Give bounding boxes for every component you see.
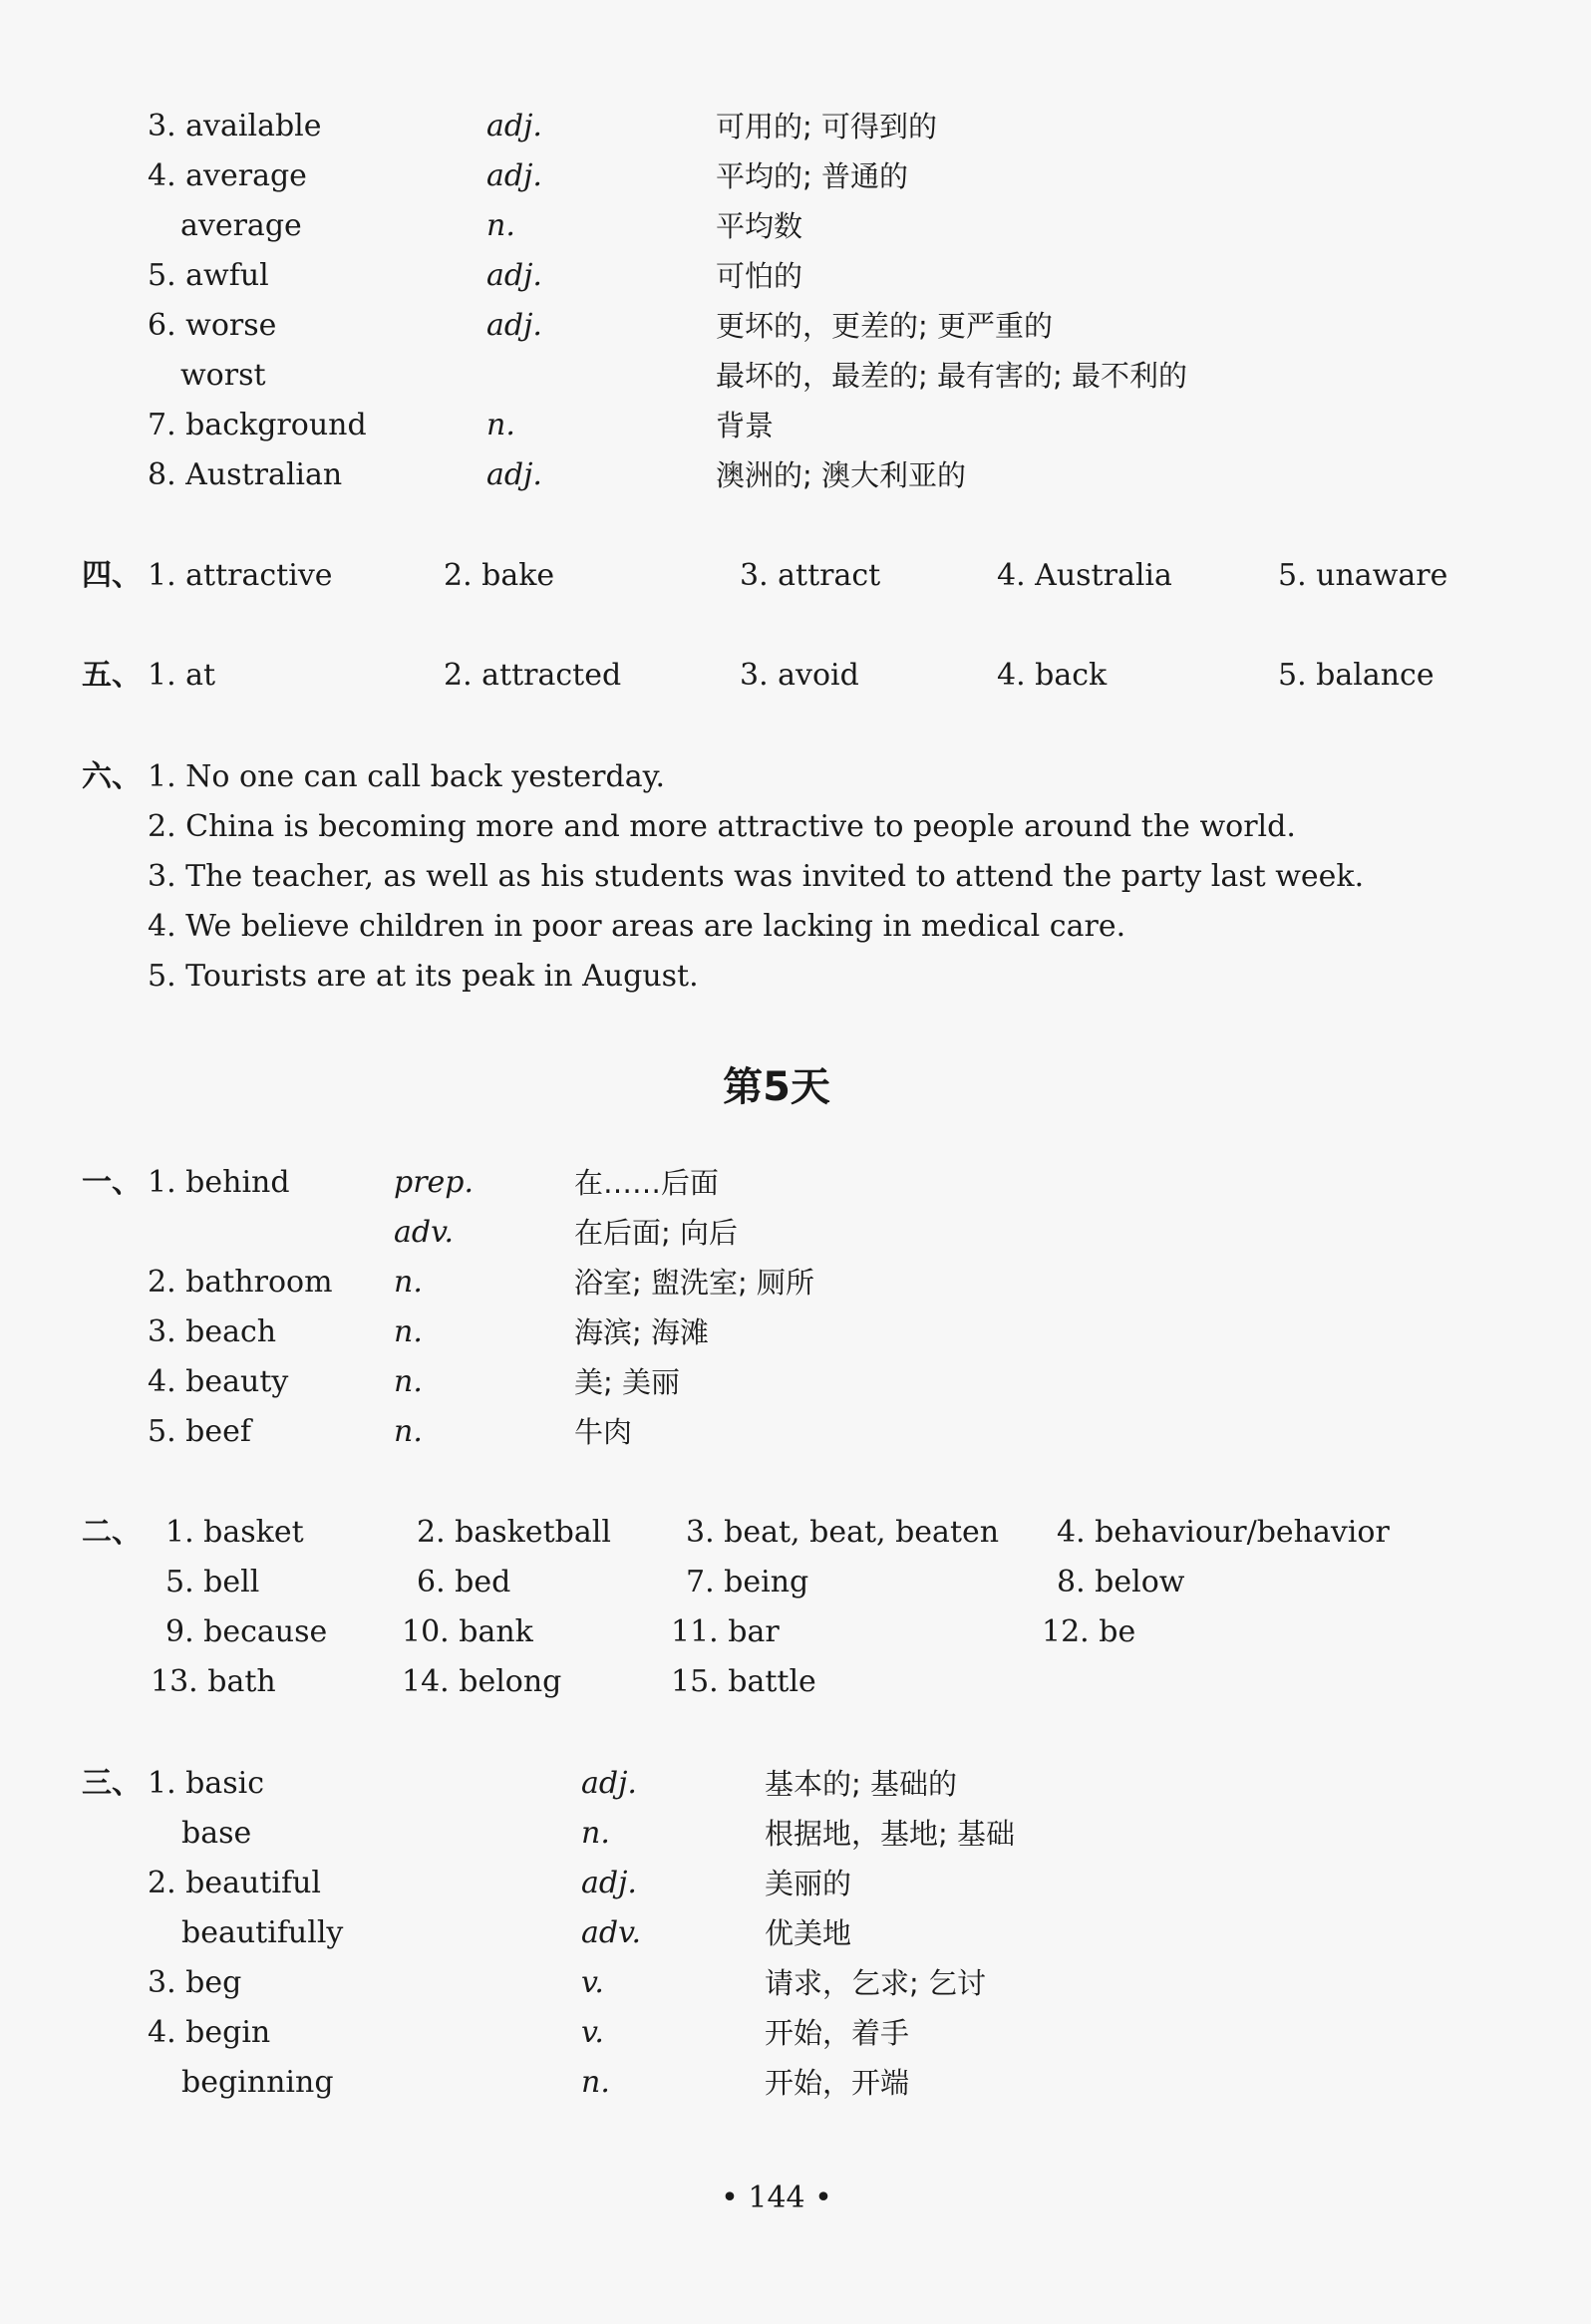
vocab-word: 2. bathroom <box>148 1265 333 1300</box>
answer-item: 3. attract <box>740 558 881 593</box>
vocab-word: 1. basic <box>148 1766 265 1801</box>
vocab-meaning: 开始，开端 <box>765 2066 910 2100</box>
answer-item: 5. bell <box>165 1565 260 1599</box>
vocab-pos: n. <box>394 1265 423 1300</box>
vocab-meaning: 平均数 <box>716 209 803 243</box>
answer-item: 8. below <box>1057 1565 1185 1599</box>
vocab-meaning: 在……后面 <box>574 1166 720 1200</box>
section-label: 一、 <box>82 1165 142 1200</box>
vocab-pos: n. <box>486 408 515 442</box>
vocab-pos: adj. <box>581 1766 637 1801</box>
answer-item: 1. at <box>148 658 216 693</box>
vocab-meaning: 可怕的 <box>716 259 803 293</box>
vocab-pos: adv. <box>394 1215 455 1250</box>
vocab-meaning: 海滨; 海滩 <box>574 1315 709 1349</box>
answer-item: 2. basketball <box>417 1515 611 1550</box>
vocab-pos: v. <box>581 1965 604 2000</box>
vocab-pos: n. <box>394 1314 423 1349</box>
vocab-word: 2. beautiful <box>148 1866 321 1900</box>
vocab-word: 3. available <box>148 109 322 144</box>
vocab-pos: adv. <box>581 1915 642 1950</box>
vocab-word: 4. beauty <box>148 1364 289 1399</box>
vocab-meaning: 优美地 <box>765 1916 852 1950</box>
vocab-pos: adj. <box>486 457 542 492</box>
answer-item: 5. balance <box>1278 658 1434 693</box>
sentence: 5. Tourists are at its peak in August. <box>148 959 699 994</box>
vocab-pos: adj. <box>486 109 542 144</box>
vocab-word: worst <box>180 358 266 393</box>
answer-item: 4. back <box>997 658 1108 693</box>
vocab-word: 3. beach <box>148 1314 277 1349</box>
vocab-pos: prep. <box>394 1165 475 1200</box>
vocab-pos: n. <box>486 208 515 243</box>
answer-item: 6. bed <box>417 1565 511 1599</box>
vocab-pos: adj. <box>486 308 542 343</box>
answer-item: 13. bath <box>151 1664 276 1699</box>
sentence: 1. No one can call back yesterday. <box>148 759 666 794</box>
vocab-word: beginning <box>181 2065 334 2100</box>
section-label: 六、 <box>82 759 142 794</box>
answer-item: 4. Australia <box>997 558 1172 593</box>
answer-item: 1. attractive <box>148 558 333 593</box>
vocab-word: 3. beg <box>148 1965 242 2000</box>
answer-item: 2. bake <box>444 558 555 593</box>
answer-item: 7. being <box>686 1565 809 1599</box>
answer-item: 9. because <box>165 1614 328 1649</box>
section-label: 二、 <box>82 1515 142 1550</box>
vocab-meaning: 最坏的，最差的; 最有害的; 最不利的 <box>716 359 1187 393</box>
vocab-word: 6. worse <box>148 308 277 343</box>
sentence: 3. The teacher, as well as his students was invited to attend the party last week. <box>148 859 1365 894</box>
section-label: 四、 <box>82 558 142 593</box>
vocab-word: base <box>181 1816 252 1851</box>
vocab-meaning: 浴室; 盥洗室; 厕所 <box>574 1266 814 1300</box>
vocab-pos: n. <box>581 1816 610 1851</box>
vocab-meaning: 开始，着手 <box>765 2016 910 2050</box>
vocab-word: 7. background <box>148 408 367 442</box>
answer-item: 12. be <box>1042 1614 1136 1649</box>
vocab-word: 1. behind <box>148 1165 290 1200</box>
vocab-word: 4. begin <box>148 2015 271 2050</box>
answer-item: 4. behaviour/behavior <box>1057 1515 1390 1550</box>
vocab-meaning: 根据地，基地; 基础 <box>765 1817 1015 1851</box>
answer-item: 5. unaware <box>1278 558 1448 593</box>
vocab-pos: v. <box>581 2015 604 2050</box>
vocab-meaning: 美; 美丽 <box>574 1365 680 1399</box>
vocab-word: 5. awful <box>148 258 269 293</box>
vocab-word: 8. Australian <box>148 457 343 492</box>
section-label: 三、 <box>82 1766 142 1801</box>
page-number: • 144 • <box>721 2180 832 2215</box>
vocab-meaning: 平均的; 普通的 <box>716 159 908 193</box>
vocab-meaning: 美丽的 <box>765 1867 852 1900</box>
vocab-word: beautifully <box>181 1915 344 1950</box>
answer-item: 11. bar <box>671 1614 780 1649</box>
vocab-pos: adj. <box>486 258 542 293</box>
vocab-pos: adj. <box>486 158 542 193</box>
vocab-meaning: 在后面; 向后 <box>574 1216 738 1250</box>
sentence: 4. We believe children in poor areas are lacking in medical care. <box>148 909 1126 944</box>
sentence: 2. China is becoming more and more attractive to people around the world. <box>148 809 1296 844</box>
vocab-word: 4. average <box>148 158 307 193</box>
answer-item: 3. beat, beat, beaten <box>686 1515 1000 1550</box>
vocab-pos: adj. <box>581 1866 637 1900</box>
vocab-pos: n. <box>394 1414 423 1449</box>
vocab-word: 5. beef <box>148 1414 251 1449</box>
section-label: 五、 <box>82 658 142 693</box>
vocab-meaning: 更坏的，更差的; 更严重的 <box>716 309 1053 343</box>
vocab-pos: n. <box>581 2065 610 2100</box>
vocab-meaning: 基本的; 基础的 <box>765 1767 957 1801</box>
vocab-meaning: 可用的; 可得到的 <box>716 110 937 144</box>
vocab-meaning: 澳洲的; 澳大利亚的 <box>716 458 966 492</box>
day-title: 第5天 <box>723 1064 830 1110</box>
vocab-pos: n. <box>394 1364 423 1399</box>
answer-item: 2. attracted <box>444 658 622 693</box>
vocab-meaning: 背景 <box>716 409 775 442</box>
answer-item: 1. basket <box>165 1515 304 1550</box>
vocab-word: average <box>180 208 302 243</box>
vocab-meaning: 请求，乞求; 乞讨 <box>765 1966 986 2000</box>
answer-item: 10. bank <box>402 1614 533 1649</box>
answer-item: 15. battle <box>671 1664 816 1699</box>
vocab-meaning: 牛肉 <box>574 1415 633 1449</box>
answer-item: 14. belong <box>402 1664 562 1699</box>
answer-item: 3. avoid <box>740 658 859 693</box>
